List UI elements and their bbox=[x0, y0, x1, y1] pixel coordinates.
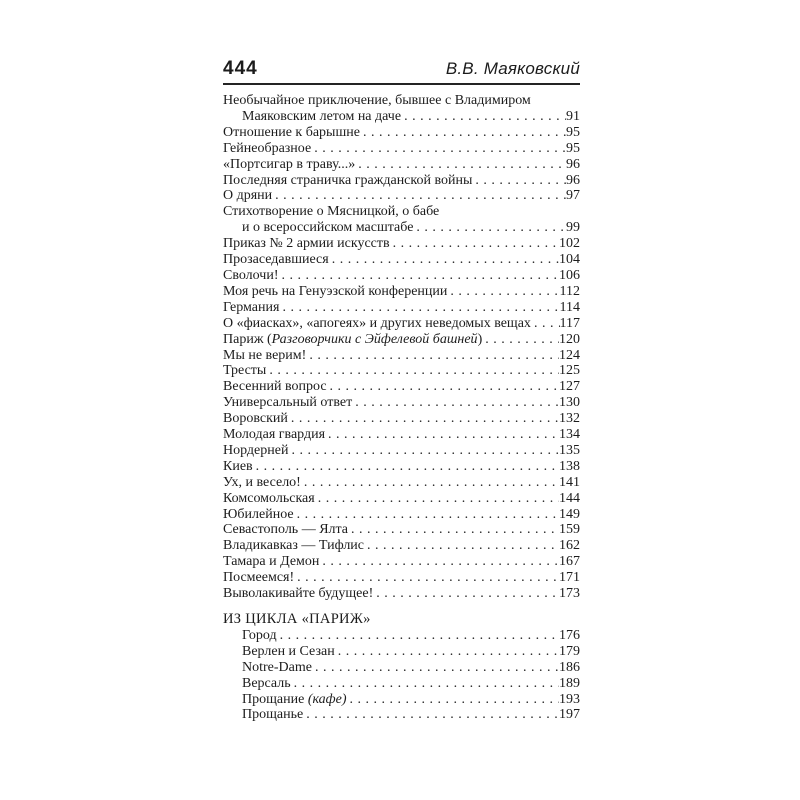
entry-title: Юбилейное bbox=[223, 506, 294, 522]
entry-page-number: 97 bbox=[566, 188, 580, 204]
entry-title: Последняя страничка гражданской войны bbox=[223, 172, 473, 188]
toc-entry-line bbox=[223, 284, 580, 300]
entry-page-number: 189 bbox=[559, 675, 580, 691]
entry-page-number: 114 bbox=[559, 299, 580, 315]
entry-title: Сволочи! bbox=[223, 267, 279, 283]
entry-page-number: 117 bbox=[559, 315, 580, 331]
entry-page-number: 91 bbox=[566, 108, 580, 124]
entry-title: Прощанье bbox=[242, 707, 304, 723]
entry-title: Стихотворение о Мясницкой, о бабе bbox=[223, 204, 440, 220]
entry-page-number: 173 bbox=[559, 586, 580, 602]
entry-title: Париж (Разговорчики с Эйфелевой башней) bbox=[223, 331, 483, 347]
entry-page-number: 179 bbox=[559, 643, 580, 659]
toc-entry-line bbox=[223, 268, 580, 284]
toc-entry-line bbox=[223, 141, 580, 157]
toc-entry-line bbox=[223, 332, 580, 348]
entry-title: Приказ № 2 армии искусств bbox=[223, 236, 390, 252]
entry-page-number: 112 bbox=[559, 283, 580, 299]
entry-title: Комсомольская bbox=[223, 490, 315, 506]
toc-entry-line bbox=[223, 236, 580, 252]
entry-page-number: 104 bbox=[559, 252, 580, 268]
dot-leader bbox=[279, 300, 559, 316]
dot-leader bbox=[325, 427, 559, 443]
entry-title: Ух, и весело! bbox=[223, 474, 301, 490]
entry-title: Прозаседавшиеся bbox=[223, 252, 329, 268]
entry-page-number: 124 bbox=[559, 347, 580, 363]
toc-entry-line bbox=[223, 427, 580, 443]
toc-entry-line bbox=[223, 157, 580, 173]
toc-entry-line bbox=[223, 252, 580, 268]
toc-entry-line bbox=[223, 93, 580, 109]
entry-title: Верлен и Сезан bbox=[242, 643, 335, 659]
entry-title: и о всероссийском масштабе bbox=[242, 220, 414, 236]
dot-leader bbox=[277, 628, 559, 644]
toc-entry-line bbox=[223, 507, 580, 523]
toc-entry-line bbox=[223, 707, 580, 723]
entry-page-number: 127 bbox=[559, 379, 580, 395]
entry-page-number: 193 bbox=[559, 691, 580, 707]
dot-leader bbox=[355, 157, 566, 173]
toc-entry-line bbox=[223, 204, 580, 220]
dot-leader bbox=[348, 522, 559, 538]
entry-page-number: 125 bbox=[559, 363, 580, 379]
toc-entry-line bbox=[223, 570, 580, 586]
entry-page-number: 102 bbox=[559, 236, 580, 252]
dot-leader bbox=[306, 348, 559, 364]
toc-entry-line bbox=[223, 395, 580, 411]
toc-entry-line bbox=[223, 173, 580, 189]
dot-leader bbox=[472, 173, 566, 189]
dot-leader bbox=[373, 586, 559, 602]
dot-leader bbox=[319, 554, 559, 570]
entry-title: Моя речь на Генуэзской конференции bbox=[223, 283, 448, 299]
dot-leader bbox=[413, 220, 566, 236]
entry-page-number: 197 bbox=[559, 707, 580, 723]
toc-entry-line bbox=[223, 443, 580, 459]
toc-entry-line bbox=[223, 300, 580, 316]
dot-leader bbox=[311, 141, 566, 157]
dot-leader bbox=[364, 538, 559, 554]
dot-leader bbox=[279, 268, 560, 284]
dot-leader bbox=[390, 236, 559, 252]
dot-leader bbox=[360, 125, 566, 141]
dot-leader bbox=[291, 676, 559, 692]
entry-page-number: 141 bbox=[559, 474, 580, 490]
entry-title: Прощание (кафе) bbox=[242, 691, 347, 707]
entry-page-number: 95 bbox=[566, 140, 580, 156]
dot-leader bbox=[294, 507, 559, 523]
entry-page-number: 144 bbox=[559, 490, 580, 506]
dot-leader bbox=[347, 692, 560, 708]
toc-entry-line bbox=[223, 644, 580, 660]
dot-leader bbox=[447, 284, 559, 300]
toc-entry-line bbox=[223, 586, 580, 602]
toc-entry-line bbox=[223, 109, 580, 125]
toc-entry-line bbox=[223, 676, 580, 692]
entry-title: О «фиасках», «апогеях» и других неведомых вещах bbox=[223, 315, 531, 331]
dot-leader bbox=[303, 707, 559, 723]
toc-entry-line bbox=[223, 459, 580, 475]
toc-entry-line bbox=[223, 628, 580, 644]
dot-leader bbox=[315, 491, 559, 507]
entry-page-number: 132 bbox=[559, 411, 580, 427]
entry-page-number: 171 bbox=[559, 570, 580, 586]
toc-entry-line bbox=[223, 125, 580, 141]
dot-leader bbox=[288, 443, 559, 459]
entry-title: Тресты bbox=[223, 363, 267, 379]
dot-leader bbox=[531, 316, 560, 332]
entry-title: Германия bbox=[223, 299, 280, 315]
toc-entry-line bbox=[223, 188, 580, 204]
entry-title: Владикавказ — Тифлис bbox=[223, 538, 365, 554]
entry-title: Выволакивайте будущее! bbox=[223, 586, 374, 602]
toc-entry-line bbox=[223, 475, 580, 491]
entry-title: Молодая гвардия bbox=[223, 427, 326, 443]
entry-title: Notre-Dame bbox=[242, 659, 312, 675]
toc-entry-line bbox=[223, 554, 580, 570]
table-of-contents bbox=[223, 93, 580, 723]
entry-title: Киев bbox=[223, 458, 253, 474]
dot-leader bbox=[301, 475, 559, 491]
entry-page-number: 96 bbox=[566, 172, 580, 188]
entry-title: Нордерней bbox=[223, 442, 289, 458]
entry-page-number: 96 bbox=[566, 156, 580, 172]
entry-title: Универсальный ответ bbox=[223, 395, 353, 411]
dot-leader bbox=[253, 459, 559, 475]
dot-leader bbox=[327, 379, 559, 395]
entry-title: Севастополь — Ялта bbox=[223, 522, 349, 538]
entry-page-number: 167 bbox=[559, 554, 580, 570]
toc-entry-line bbox=[223, 692, 580, 708]
toc-entry-line bbox=[223, 491, 580, 507]
entry-page-number: 162 bbox=[559, 538, 580, 554]
dot-leader bbox=[266, 363, 559, 379]
header-rule bbox=[223, 83, 580, 85]
entry-title: Отношение к барышне bbox=[223, 124, 360, 140]
toc-entry-line bbox=[223, 660, 580, 676]
dot-leader bbox=[335, 644, 559, 660]
entry-page-number: 138 bbox=[559, 458, 580, 474]
dot-leader bbox=[288, 411, 559, 427]
entry-title: Необычайное приключение, бывшее с Владимиром bbox=[223, 93, 531, 108]
toc-entry-line bbox=[223, 363, 580, 379]
running-head bbox=[223, 58, 580, 80]
entry-page-number: 99 bbox=[566, 220, 580, 236]
entry-title: Воровский bbox=[223, 411, 288, 427]
toc-entry-line bbox=[223, 220, 580, 236]
entry-title: Гейнеобразное bbox=[223, 140, 312, 156]
dot-leader bbox=[272, 188, 566, 204]
dot-leader bbox=[312, 660, 559, 676]
page-content bbox=[223, 58, 580, 723]
entry-page-number: 95 bbox=[566, 124, 580, 140]
dot-leader bbox=[482, 332, 559, 348]
toc-main-list bbox=[223, 93, 580, 602]
toc-entry-line bbox=[223, 348, 580, 364]
entry-page-number: 176 bbox=[559, 627, 580, 643]
entry-title: Весенний вопрос bbox=[223, 379, 327, 395]
entry-title: Версаль bbox=[242, 675, 291, 691]
entry-page-number: 186 bbox=[559, 659, 580, 675]
toc-entry-line bbox=[223, 411, 580, 427]
toc-entry-line bbox=[223, 316, 580, 332]
entry-title: Маяковским летом на даче bbox=[242, 108, 402, 124]
entry-page-number: 130 bbox=[559, 395, 580, 411]
entry-page-number: 106 bbox=[559, 267, 580, 283]
dot-leader bbox=[329, 252, 559, 268]
entry-title: Город bbox=[242, 627, 277, 643]
entry-page-number: 135 bbox=[559, 442, 580, 458]
entry-page-number: 120 bbox=[559, 331, 580, 347]
running-title: В.В. Маяковский bbox=[445, 59, 580, 78]
entry-page-number: 149 bbox=[559, 506, 580, 522]
toc-section-list bbox=[223, 628, 580, 723]
page-number: 444 bbox=[223, 58, 258, 79]
dot-leader bbox=[352, 395, 559, 411]
toc-entry-line bbox=[223, 379, 580, 395]
entry-title: Посмеемся! bbox=[223, 570, 295, 586]
toc-entry-line bbox=[223, 538, 580, 554]
entry-page-number: 159 bbox=[559, 522, 580, 538]
entry-page-number: 134 bbox=[559, 427, 580, 443]
section-heading: ИЗ ЦИКЛА «ПАРИЖ» bbox=[223, 611, 371, 627]
entry-title: Тамара и Демон bbox=[223, 554, 320, 570]
entry-title: «Портсигар в траву...» bbox=[223, 156, 356, 172]
dot-leader bbox=[294, 570, 559, 586]
dot-leader bbox=[401, 109, 566, 125]
entry-title: О дряни bbox=[223, 188, 273, 204]
entry-title: Мы не верим! bbox=[223, 347, 307, 363]
toc-entry-line bbox=[223, 522, 580, 538]
